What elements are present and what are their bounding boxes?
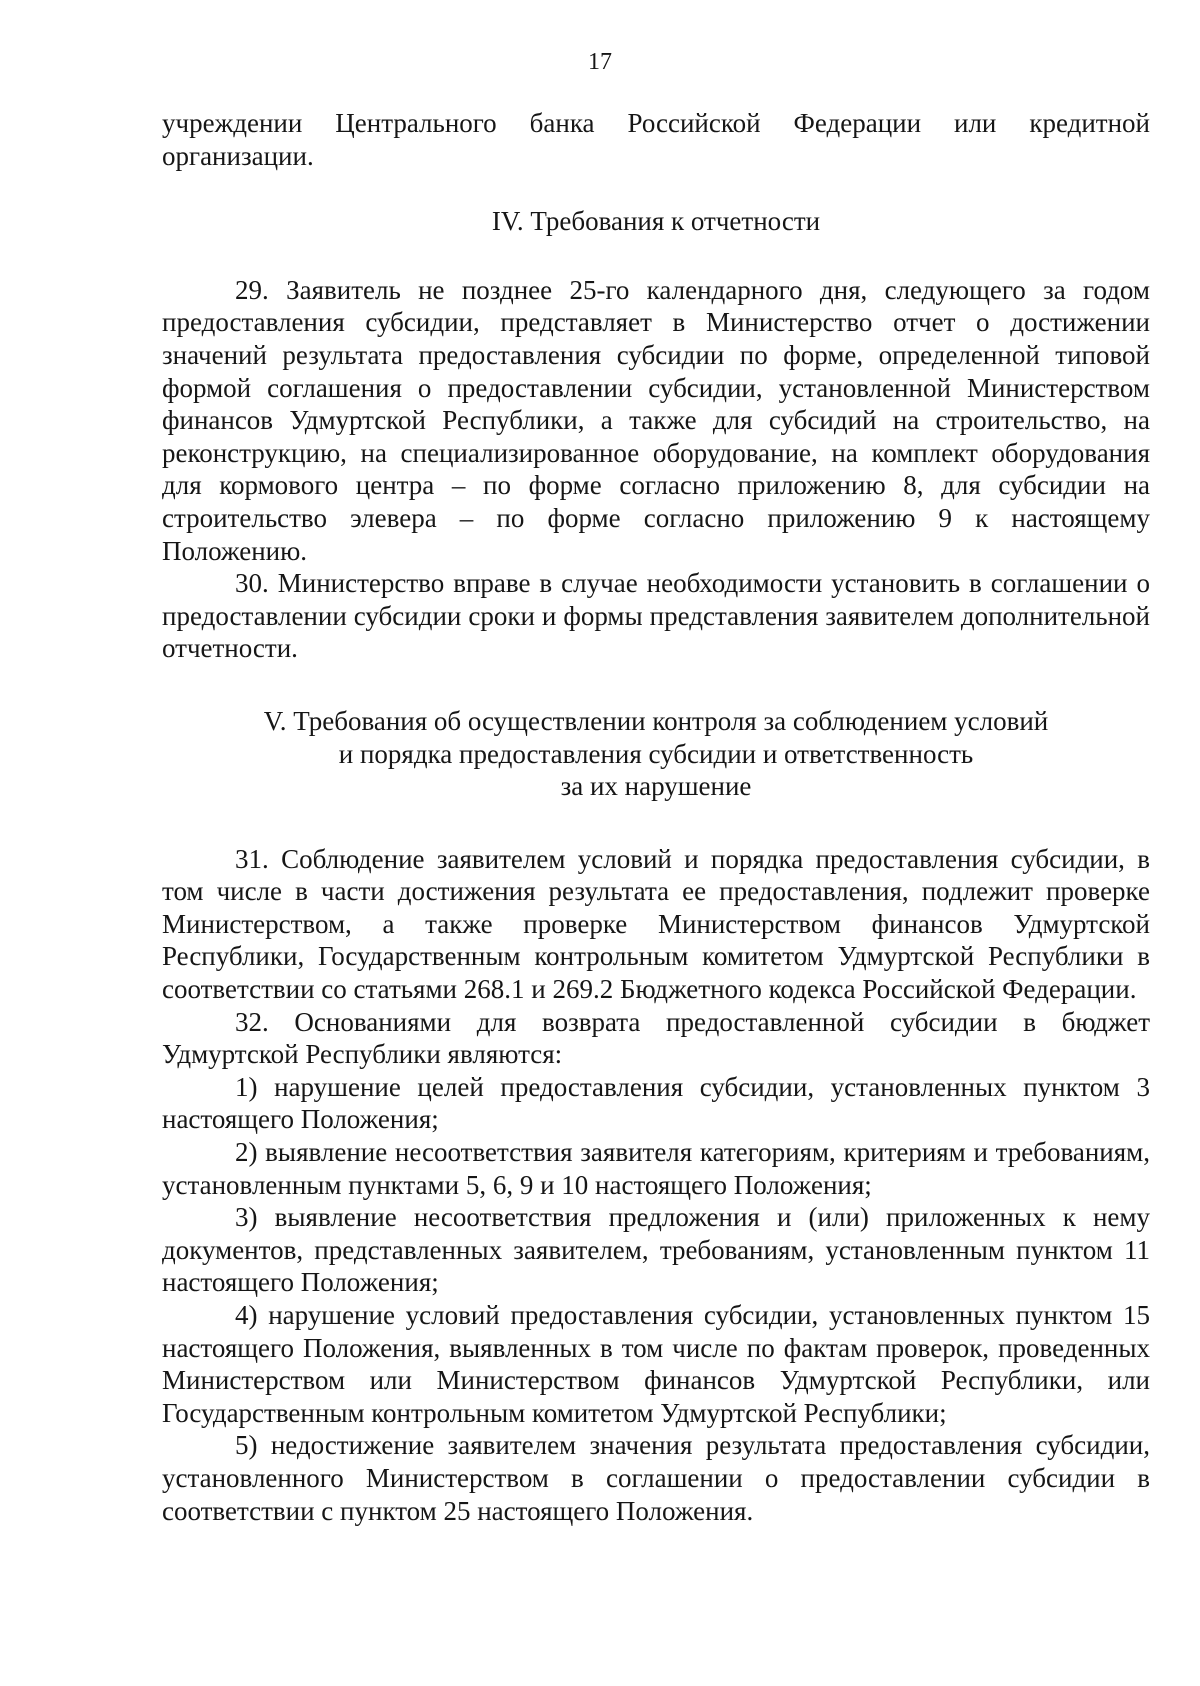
section-5-title-line-2: и порядка предоставления субсидии и ответственность bbox=[338, 738, 974, 769]
document-body bbox=[162, 107, 1150, 1527]
section-5-title-line-3: за их нарушение bbox=[560, 771, 752, 802]
paragraph-32: 32. Основаниями для возврата предоставленной субсидии в бюджет Удмуртской Республики являются: bbox=[162, 1006, 1150, 1070]
list-item-5: 5) недостижение заявителем значения результата предоставления субсидии, установленного Министерством в соглашении о предоставлении субсидии в соответствии с пунктом 25 настоящего Положения. bbox=[162, 1430, 1150, 1526]
list-item-4: 4) нарушение условий предоставления субсидии, установленных пунктом 15 настоящего Положения, выявленных в том числе по фактам проверок, проведенных Министерством или Министерством финансов Удмуртской Республики, или Государственным контрольным комитетом Удмуртской Республики; bbox=[162, 1300, 1150, 1428]
paragraph-31: 31. Соблюдение заявителем условий и порядка предоставления субсидии, в том числе в части достижения результата ее предоставления, подлежит проверке Министерством, а также проверке Министерством финансов Удмуртской Республики, Государственным контрольным комитетом Удмуртской Республики в соответствии со статьями 268.1 и 269.2 Бюджетного кодекса Российской Федерации. bbox=[162, 843, 1150, 1005]
list-item-3: 3) выявление несоответствия предложения и (или) приложенных к нему документов, представленных заявителем, требованиям, установленным пунктом 11 настоящего Положения; bbox=[162, 1202, 1150, 1298]
list-item-2: 2) выявление несоответствия заявителя категориям, критериям и требованиям, установленным пунктами 5, 6, 9 и 10 настоящего Положения; bbox=[162, 1137, 1150, 1200]
section-4-body bbox=[162, 274, 1150, 665]
list-item-1: 1) нарушение целей предоставления субсидии, установленных пунктом 3 настоящего Положения; bbox=[162, 1071, 1150, 1135]
paragraph-30: 30. Министерство вправе в случае необходимости установить в соглашении о предоставлении субсидии сроки и формы представления заявителем дополнительной отчетности. bbox=[162, 568, 1150, 664]
section-5-title-line-1: V. Требования об осуществлении контроля за соблюдением условий bbox=[263, 705, 1049, 736]
intro-paragraph: учреждении Центрального банка Российской Федерации или кредитной организации. bbox=[162, 108, 1150, 171]
section-5-title bbox=[162, 705, 1150, 803]
paragraph-29: 29. Заявитель не позднее 25-го календарного дня, следующего за годом предоставления субсидии, представляет в Министерство отчет о достижении значений результата предоставления субсидии по форме, определенной типовой формой соглашения о предоставлении субсидии, установленной Министерством финансов Удмуртской Республики, а также для субсидий на строительство, на реконструкцию, на специализированное оборудование, на комплект оборудования для кормового центра – по форме согласно приложению 8, для субсидии на строительство элевера – по форме согласно приложению 9 к настоящему Положению. bbox=[162, 274, 1150, 566]
section-5-body bbox=[162, 843, 1150, 1527]
section-4-title: IV. Требования к отчетности bbox=[491, 206, 821, 237]
page-number: 17 bbox=[588, 49, 612, 75]
